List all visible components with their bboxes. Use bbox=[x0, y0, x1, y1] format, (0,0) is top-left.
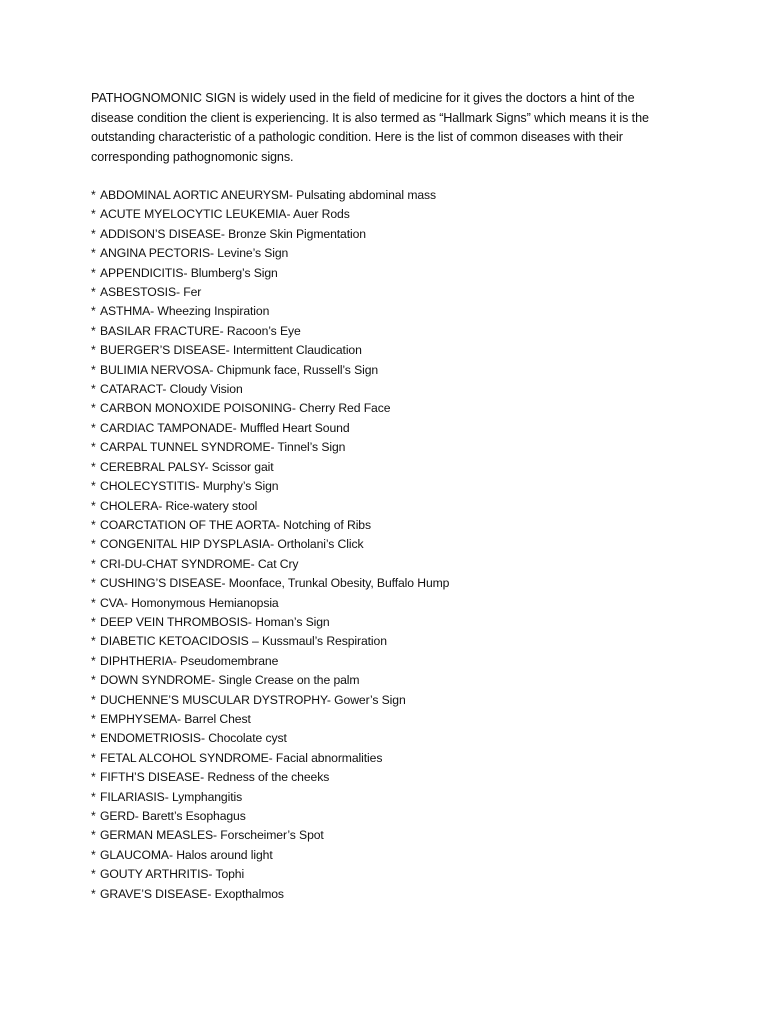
list-item bbox=[91, 535, 671, 554]
bullet-marker: * bbox=[91, 401, 96, 416]
list-item-text: CARBON MONOXIDE POISONING- Cherry Red Face bbox=[100, 401, 391, 416]
list-item-text: FIFTH’S DISEASE- Redness of the cheeks bbox=[100, 770, 330, 785]
list-item bbox=[91, 341, 671, 360]
list-item-text: BULIMIA NERVOSA- Chipmunk face, Russell’s Sign bbox=[100, 362, 379, 377]
list-item-text: CVA- Homonymous Hemianopsia bbox=[100, 595, 279, 610]
list-item bbox=[91, 865, 671, 884]
bullet-marker: * bbox=[91, 576, 96, 591]
list-item-text: ASBESTOSIS- Fer bbox=[100, 285, 202, 300]
list-item bbox=[91, 516, 671, 535]
bullet-marker: * bbox=[91, 556, 96, 571]
list-item bbox=[91, 361, 671, 380]
bullet-marker: * bbox=[91, 382, 96, 397]
list-item-text: ASTHMA- Wheezing Inspiration bbox=[100, 304, 270, 319]
bullet-marker: * bbox=[91, 188, 96, 202]
disease-sign-list bbox=[91, 186, 671, 904]
list-item-text: GERMAN MEASLES- Forscheimer’s Spot bbox=[100, 828, 324, 843]
bullet-marker: * bbox=[91, 517, 96, 532]
document-content bbox=[91, 89, 671, 904]
list-item-text: DOWN SYNDROME- Single Crease on the palm bbox=[100, 673, 360, 688]
bullet-marker: * bbox=[91, 479, 96, 494]
bullet-marker: * bbox=[91, 711, 96, 726]
bullet-marker: * bbox=[91, 362, 96, 377]
list-item-text: ADDISON’S DISEASE- Bronze Skin Pigmentation bbox=[100, 226, 366, 241]
list-item bbox=[91, 380, 671, 399]
bullet-marker: * bbox=[91, 498, 96, 513]
bullet-marker: * bbox=[91, 265, 96, 280]
list-item bbox=[91, 458, 671, 477]
list-item bbox=[91, 652, 671, 671]
list-item bbox=[91, 205, 671, 224]
list-item bbox=[91, 186, 671, 205]
list-item bbox=[91, 244, 671, 263]
list-item-text: COARCTATION OF THE AORTA- Notching of Ribs bbox=[100, 517, 371, 532]
list-item bbox=[91, 322, 671, 341]
list-item bbox=[91, 710, 671, 729]
bullet-marker: * bbox=[91, 634, 96, 649]
list-item bbox=[91, 807, 671, 826]
list-item-text: APPENDICITIS- Blumberg’s Sign bbox=[100, 265, 278, 280]
list-item-text: ANGINA PECTORIS- Levine’s Sign bbox=[100, 246, 289, 261]
list-item bbox=[91, 594, 671, 613]
bullet-marker: * bbox=[91, 692, 96, 707]
list-item bbox=[91, 749, 671, 768]
list-item bbox=[91, 264, 671, 283]
list-item-text: BUERGER’S DISEASE- Intermittent Claudication bbox=[100, 343, 362, 358]
list-item bbox=[91, 225, 671, 244]
list-item-text: CONGENITAL HIP DYSPLASIA- Ortholani’s Click bbox=[100, 537, 364, 552]
bullet-marker: * bbox=[91, 847, 96, 862]
list-item bbox=[91, 419, 671, 438]
bullet-marker: * bbox=[91, 770, 96, 785]
list-item-text: EMPHYSEMA- Barrel Chest bbox=[100, 711, 251, 726]
list-item bbox=[91, 788, 671, 807]
list-item-text: DEEP VEIN THROMBOSIS- Homan’s Sign bbox=[100, 614, 330, 629]
list-item-text: BASILAR FRACTURE- Racoon’s Eye bbox=[100, 323, 301, 338]
list-item-text: GOUTY ARTHRITIS- Tophi bbox=[100, 867, 245, 882]
bullet-marker: * bbox=[91, 653, 96, 668]
bullet-marker: * bbox=[91, 886, 96, 901]
bullet-marker: * bbox=[91, 537, 96, 552]
list-item-text: CRI-DU-CHAT SYNDROME- Cat Cry bbox=[100, 556, 299, 571]
list-item bbox=[91, 302, 671, 321]
bullet-marker: * bbox=[91, 614, 96, 629]
bullet-marker: * bbox=[91, 207, 96, 222]
bullet-marker: * bbox=[91, 420, 96, 435]
list-item-text: GLAUCOMA- Halos around light bbox=[100, 847, 273, 862]
bullet-marker: * bbox=[91, 285, 96, 300]
list-item bbox=[91, 691, 671, 710]
list-item bbox=[91, 826, 671, 845]
list-item-text: CHOLERA- Rice-watery stool bbox=[100, 498, 258, 513]
bullet-marker: * bbox=[91, 459, 96, 474]
list-item bbox=[91, 885, 671, 904]
list-item-text: DIPHTHERIA- Pseudomembrane bbox=[100, 653, 279, 668]
list-item bbox=[91, 555, 671, 574]
bullet-marker: * bbox=[91, 731, 96, 746]
bullet-marker: * bbox=[91, 867, 96, 882]
list-item-text: FETAL ALCOHOL SYNDROME- Facial abnormalities bbox=[100, 750, 383, 765]
list-item bbox=[91, 632, 671, 651]
list-item-text: DIABETIC KETOACIDOSIS – Kussmaul’s Respiration bbox=[100, 634, 387, 649]
bullet-marker: * bbox=[91, 828, 96, 843]
list-item bbox=[91, 399, 671, 418]
list-item bbox=[91, 729, 671, 748]
list-item bbox=[91, 477, 671, 496]
bullet-marker: * bbox=[91, 750, 96, 765]
list-item-text: FILARIASIS- Lymphangitis bbox=[100, 789, 243, 804]
bullet-marker: * bbox=[91, 246, 96, 261]
list-item-text: ABDOMINAL AORTIC ANEURYSM- Pulsating abdominal mass bbox=[100, 188, 437, 202]
bullet-marker: * bbox=[91, 323, 96, 338]
list-item-text: CARPAL TUNNEL SYNDROME- Tinnel’s Sign bbox=[100, 440, 346, 455]
list-item bbox=[91, 846, 671, 865]
list-item-text: CHOLECYSTITIS- Murphy’s Sign bbox=[100, 479, 279, 494]
list-item-text: CEREBRAL PALSY- Scissor gait bbox=[100, 459, 274, 474]
bullet-marker: * bbox=[91, 343, 96, 358]
list-item bbox=[91, 613, 671, 632]
list-item bbox=[91, 283, 671, 302]
bullet-marker: * bbox=[91, 226, 96, 241]
intro-paragraph: PATHOGNOMONIC SIGN is widely used in the field of medicine for it gives the doctors a hint of the disease condition the client is experiencing. It is also termed as “Hallmark Signs” which means it is the outstanding characteristic of a pathologic condition. Here is the list of common diseases with their corresponding pathognomonic signs. bbox=[91, 91, 649, 164]
bullet-marker: * bbox=[91, 304, 96, 319]
list-item-text: GRAVE’S DISEASE- Exopthalmos bbox=[100, 886, 284, 901]
list-item-text: CARDIAC TAMPONADE- Muffled Heart Sound bbox=[100, 420, 350, 435]
list-item bbox=[91, 768, 671, 787]
list-item-text: CUSHING’S DISEASE- Moonface, Trunkal Obesity, Buffalo Hump bbox=[100, 576, 450, 591]
list-item bbox=[91, 497, 671, 516]
bullet-marker: * bbox=[91, 789, 96, 804]
list-item bbox=[91, 671, 671, 690]
bullet-marker: * bbox=[91, 809, 96, 823]
list-item-text: ACUTE MYELOCYTIC LEUKEMIA- Auer Rods bbox=[100, 207, 350, 222]
bullet-marker: * bbox=[91, 440, 96, 455]
list-item-text: GERD- Barett’s Esophagus bbox=[100, 809, 246, 823]
bullet-marker: * bbox=[91, 595, 96, 610]
list-item bbox=[91, 574, 671, 593]
list-item-text: CATARACT- Cloudy Vision bbox=[100, 382, 243, 397]
list-item-text: ENDOMETRIOSIS- Chocolate cyst bbox=[100, 731, 287, 746]
list-item-text: DUCHENNE’S MUSCULAR DYSTROPHY- Gower’s Sign bbox=[100, 692, 406, 707]
list-item bbox=[91, 438, 671, 457]
bullet-marker: * bbox=[91, 673, 96, 688]
